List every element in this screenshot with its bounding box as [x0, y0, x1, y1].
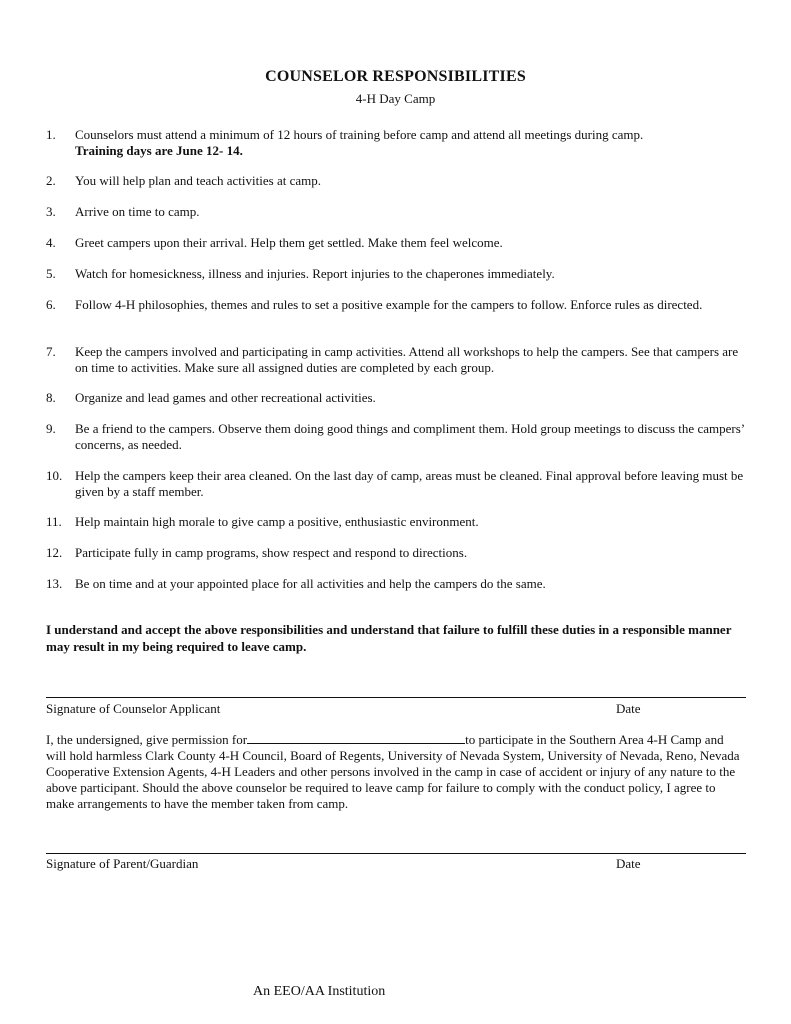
list-item [46, 173, 746, 189]
permission-text-start: I, the undersigned, give permission for [46, 732, 248, 747]
parent-signature-line[interactable] [46, 853, 746, 854]
permission-text-rest: to participate in the Southern Area 4-H Camp and will hold harmless Clark County 4-H Council, Board of Regents, University of Nevada System, University of Nevada, Reno, Nevada Cooperative Extension Agents, 4-H Leaders and other persons involved in the camp in case of accident or injury of any nature to the above participant. Should the above counselor be required to leave camp for failure to comply with the conduct policy, I agree to make arrangements to have the member taken from camp. [46, 732, 740, 811]
item-text: Organize and lead games and other recreational activities. [75, 390, 376, 405]
item-number: 13. [46, 576, 63, 591]
item-number: 8. [46, 390, 56, 405]
page-subtitle: 4-H Day Camp [355, 91, 436, 106]
item-text: Be on time and at your appointed place for all activities and help the campers do the same. [75, 576, 546, 591]
list-item [46, 344, 746, 376]
item-text: Arrive on time to camp. [75, 204, 200, 219]
item-number: 6. [46, 297, 56, 312]
list-item [46, 421, 746, 453]
item-text: Help the campers keep their area cleaned. On the last day of camp, areas must be cleaned. Final approval before leaving must be given by a staff member. [75, 468, 744, 499]
item-bold-note: Training days are June 12- 14. [75, 143, 243, 158]
item-number: 11. [46, 514, 62, 529]
item-text: Keep the campers involved and participating in camp activities. Attend all workshops to help the campers. See that campers are on time to activities. Make sure all assigned duties are completed by each group. [75, 344, 739, 375]
item-number: 12. [46, 545, 63, 560]
list-item [46, 297, 746, 313]
item-number: 7. [46, 344, 56, 359]
list-item [46, 127, 746, 159]
list-item [46, 576, 746, 592]
page-title: COUNSELOR RESPONSIBILITIES [265, 68, 526, 85]
item-text: Participate fully in camp programs, show respect and respond to directions. [75, 545, 468, 560]
parent-date-label: Date [616, 856, 641, 871]
item-number: 10. [46, 468, 63, 483]
participant-name-field[interactable] [247, 731, 465, 744]
item-number: 3. [46, 204, 56, 219]
institution-footer: An EEO/AA Institution [253, 984, 386, 999]
item-number: 5. [46, 266, 56, 281]
counselor-date-label: Date [616, 701, 641, 716]
parent-signature-label: Signature of Parent/Guardian [46, 856, 199, 871]
list-item [46, 468, 746, 500]
item-text: Follow 4-H philosophies, themes and rules to set a positive example for the campers to follow. Enforce rules as directed. [75, 297, 703, 312]
list-item [46, 235, 746, 251]
item-text: You will help plan and teach activities at camp. [75, 173, 321, 188]
item-number: 2. [46, 173, 56, 188]
counselor-signature-label: Signature of Counselor Applicant [46, 701, 221, 716]
acceptance-statement: I understand and accept the above responsibilities and understand that failure to fulfill these duties in a responsible manner may result in my being required to leave camp. [46, 622, 732, 654]
counselor-signature-line[interactable] [46, 697, 746, 698]
list-item [46, 545, 746, 561]
item-text: Watch for homesickness, illness and injuries. Report injuries to the chaperones immediately. [75, 266, 555, 281]
permission-paragraph [46, 731, 746, 812]
item-text: Greet campers upon their arrival. Help them get settled. Make them feel welcome. [75, 235, 503, 250]
item-text: Help maintain high morale to give camp a positive, enthusiastic environment. [75, 514, 479, 529]
item-number: 9. [46, 421, 56, 436]
list-item [46, 390, 746, 406]
item-text: Counselors must attend a minimum of 12 hours of training before camp and attend all meetings during camp. [75, 127, 644, 142]
list-item [46, 204, 746, 220]
item-text: Be a friend to the campers. Observe them doing good things and compliment them. Hold group meetings to discuss the campers’ concerns, as needed. [75, 421, 745, 452]
item-number: 4. [46, 235, 56, 250]
list-item [46, 514, 746, 530]
list-item [46, 266, 746, 282]
item-number: 1. [46, 127, 56, 142]
